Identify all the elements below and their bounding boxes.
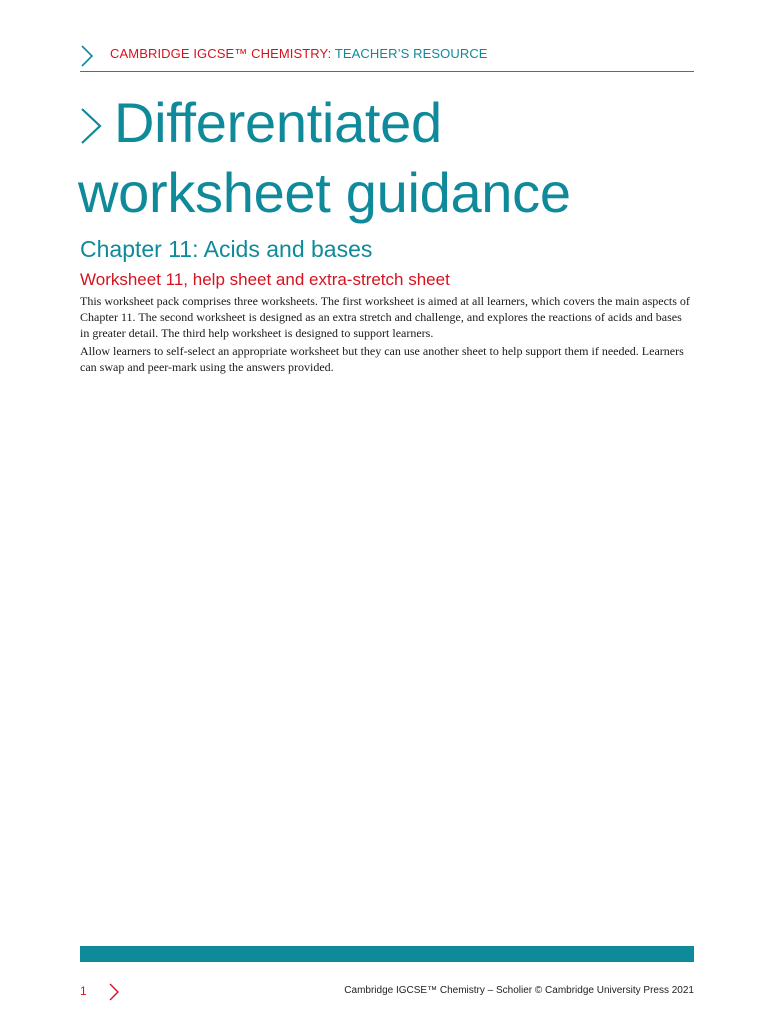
footer-copyright: Cambridge IGCSE™ Chemistry – Scholier © Cambridge University Press 2021 bbox=[344, 985, 694, 996]
page-title bbox=[78, 88, 718, 228]
page-title-line-1: Differentiated bbox=[114, 91, 442, 154]
page-number: 1 bbox=[80, 984, 87, 998]
paragraph-usage: Allow learners to self-select an appropriate worksheet but they can use another sheet to help support them if needed. Learners can swap and peer-mark using the answers provided. bbox=[80, 344, 684, 375]
paragraph-intro: This worksheet pack comprises three worksheets. The first worksheet is aimed at all learners, which covers the main aspects of Chapter 11. The second worksheet is designed as an extra stretch and challenge, and explores the reactions of acids and bases in greater detail. The third help worksheet is designed to support learners. bbox=[80, 294, 690, 340]
chevron-right-icon bbox=[80, 44, 94, 68]
chevron-right-icon bbox=[108, 982, 120, 1002]
worksheet-subheading: Worksheet 11, help sheet and extra-stretch sheet bbox=[80, 270, 450, 289]
header-text bbox=[110, 46, 488, 61]
body-text bbox=[80, 294, 694, 379]
footer-bar bbox=[80, 946, 694, 962]
running-header bbox=[80, 42, 694, 72]
title-block bbox=[78, 88, 718, 228]
chevron-right-icon bbox=[78, 106, 104, 146]
header-rule bbox=[80, 71, 694, 72]
header-suffix: TEACHER’S RESOURCE bbox=[334, 46, 488, 61]
chapter-heading: Chapter 11: Acids and bases bbox=[80, 236, 373, 262]
page-title-line-2: worksheet guidance bbox=[78, 161, 571, 224]
header-prefix: CAMBRIDGE IGCSE™ CHEMISTRY: bbox=[110, 46, 332, 61]
